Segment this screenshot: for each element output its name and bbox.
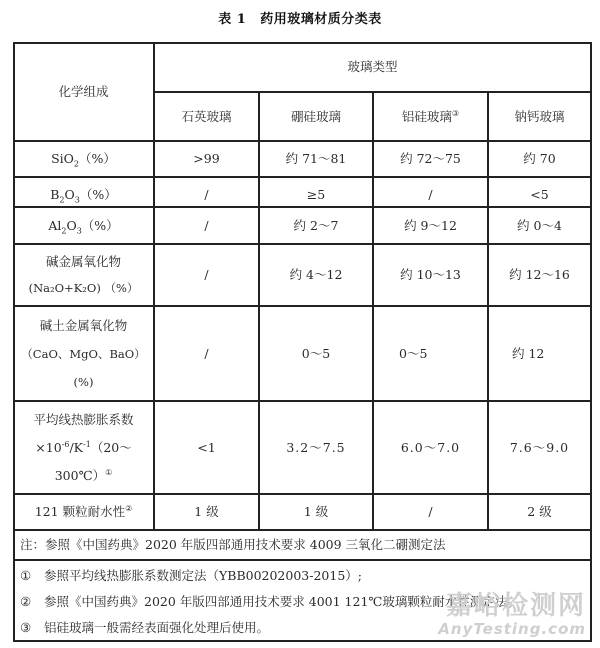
column-header-quartz	[154, 92, 259, 141]
cell-value: 6.0～7.0	[400, 439, 461, 455]
watermark-en: AnyTesting.com	[438, 620, 586, 638]
label-text: (%)	[73, 374, 94, 389]
table-title	[0, 8, 600, 27]
label-sub: 3	[74, 195, 80, 205]
footnotes	[13, 563, 592, 641]
table-cell	[488, 494, 591, 530]
cell-value: 约 70	[523, 151, 556, 166]
table-cell	[373, 177, 488, 207]
note-main	[13, 530, 592, 560]
cell-value: 约 9～12	[404, 217, 457, 233]
table-cell	[373, 401, 488, 494]
cell-value: 2 级	[527, 504, 552, 519]
label-text: ×10	[35, 439, 62, 455]
cell-value: 7.6～9.0	[509, 439, 570, 455]
footnote-3	[20, 615, 592, 641]
cell-value: 约 4～12	[289, 267, 343, 282]
label-sup: -6	[61, 439, 70, 449]
cell-value: /	[204, 267, 209, 282]
footnote-ref: ②	[125, 503, 133, 513]
cell-value: 约 71～81	[285, 151, 347, 166]
cell-value: 约 72～75	[400, 151, 461, 166]
label-sub: 2	[73, 159, 79, 169]
row-label-alkaline-earth-oxides	[13, 306, 154, 401]
label-text: 121 颗粒耐水性	[34, 504, 126, 519]
table-cell	[259, 141, 373, 177]
header-chemical-composition	[13, 42, 154, 141]
table-cell	[154, 401, 259, 494]
footnote-mark: ①	[20, 568, 32, 583]
table-cell	[154, 141, 259, 177]
label-text: O	[64, 187, 75, 202]
cell-value: ≥5	[306, 187, 326, 202]
row-label-b2o3	[13, 177, 154, 207]
footnote-2	[20, 589, 592, 615]
column-header-aluminosilicate	[373, 92, 488, 141]
label-text: （%）	[79, 187, 117, 202]
table-cell	[154, 306, 259, 401]
table-cell	[488, 177, 591, 207]
table-cell	[488, 401, 591, 494]
table-cell	[259, 306, 373, 401]
row-label-thermal-expansion	[13, 401, 154, 494]
table-cell	[259, 177, 373, 207]
table-cell	[154, 244, 259, 306]
label-text: （%）	[79, 151, 116, 166]
table-cell	[488, 207, 591, 244]
cell-value: 约 2～7	[293, 217, 339, 233]
cell-value: 3.2～7.5	[286, 439, 346, 455]
column-header-borosilicate	[259, 92, 373, 141]
table-cell	[488, 141, 591, 177]
column-header-soda-lime	[488, 92, 591, 141]
footnote-ref: ③	[451, 108, 460, 118]
glass-classification-table	[13, 42, 592, 642]
column-label: 钠钙玻璃	[514, 108, 565, 124]
cell-value: /	[204, 187, 209, 202]
label-sub: 2	[59, 195, 65, 205]
label-text: SiO	[51, 151, 74, 166]
header-glass-type	[154, 42, 591, 92]
cell-value: 约 12～16	[509, 267, 570, 282]
table-cell	[154, 494, 259, 530]
label-text: Al	[48, 217, 62, 233]
table-title-text: 药用玻璃材质分类表	[260, 12, 382, 27]
row-label-alkali-oxides	[13, 244, 154, 306]
footnote-mark: ②	[20, 594, 32, 609]
footnote-mark: ③	[20, 620, 32, 635]
cell-value: 1 级	[303, 504, 329, 519]
row-label-al2o3	[13, 207, 154, 244]
cell-value: >99	[193, 151, 220, 166]
cell-value: /	[204, 217, 209, 233]
table-cell	[154, 177, 259, 207]
header-group-label: 玻璃类型	[347, 59, 398, 74]
label-sub: 3	[76, 226, 82, 235]
table-cell	[488, 306, 591, 401]
cell-value: 0～5	[399, 345, 428, 361]
column-label: 铝硅玻璃	[401, 108, 452, 124]
table-cell	[373, 141, 488, 177]
label-sup: -1	[83, 439, 91, 449]
footnote-text: 铝硅玻璃一般需经表面强化处理后使用。	[44, 620, 270, 635]
table-cell	[259, 494, 373, 530]
table-cell	[259, 401, 373, 494]
note-text: 注：参照《中国药典》2020 年版四部通用技术要求 4009 三氧化二硼测定法	[20, 537, 446, 552]
table-cell	[373, 306, 488, 401]
label-text: /K	[69, 439, 84, 455]
label-text: 碱土金属氧化物	[39, 317, 128, 333]
table-cell	[259, 207, 373, 244]
cell-value: 约 0～4	[517, 217, 562, 233]
label-text: （%）	[81, 217, 119, 233]
cell-value: <1	[197, 439, 216, 455]
watermark-cn: 嘉峪检测网	[445, 591, 586, 621]
column-label: 石英玻璃	[181, 108, 232, 124]
table-cell	[373, 244, 488, 306]
label-text: 碱金属氧化物	[45, 254, 121, 269]
footnote-text: 参照《中国药典》2020 年版四部通用技术要求 4001 121℃玻璃颗粒耐水性测定法。	[44, 594, 520, 609]
cell-value: 约 12	[512, 345, 545, 361]
footnote-ref: ①	[105, 467, 113, 477]
label-text: (Na₂O+K₂O) （%）	[28, 281, 139, 295]
column-label: 硼硅玻璃	[290, 108, 341, 124]
footnote-1	[20, 563, 592, 589]
cell-value: /	[428, 187, 433, 202]
label-text: （20～	[90, 439, 132, 455]
label-text: O	[66, 217, 77, 233]
table-cell	[373, 207, 488, 244]
label-text: （CaO、MgO、BaO）	[21, 346, 146, 361]
table-cell	[154, 207, 259, 244]
footnote-text: 参照平均线热膨胀系数测定法（YBB00202003-2015）;	[44, 568, 362, 583]
cell-value: <5	[530, 187, 549, 202]
label-text: B	[50, 187, 60, 202]
label-text: 300℃）	[54, 467, 106, 483]
row-label-sio2	[13, 141, 154, 177]
row-label-water-resistance	[13, 494, 154, 530]
table-cell	[373, 494, 488, 530]
cell-value: /	[428, 504, 433, 519]
cell-value: /	[204, 345, 209, 361]
table-number: 表 1	[218, 12, 247, 27]
cell-value: 约 10～13	[400, 267, 461, 282]
header-label: 化学组成	[58, 83, 109, 99]
table-cell	[259, 244, 373, 306]
label-sub: 2	[61, 226, 67, 235]
cell-value: 0～5	[301, 345, 331, 361]
cell-value: 1 级	[194, 504, 219, 519]
label-text: 平均线热膨胀系数	[33, 411, 134, 427]
table-cell	[488, 244, 591, 306]
